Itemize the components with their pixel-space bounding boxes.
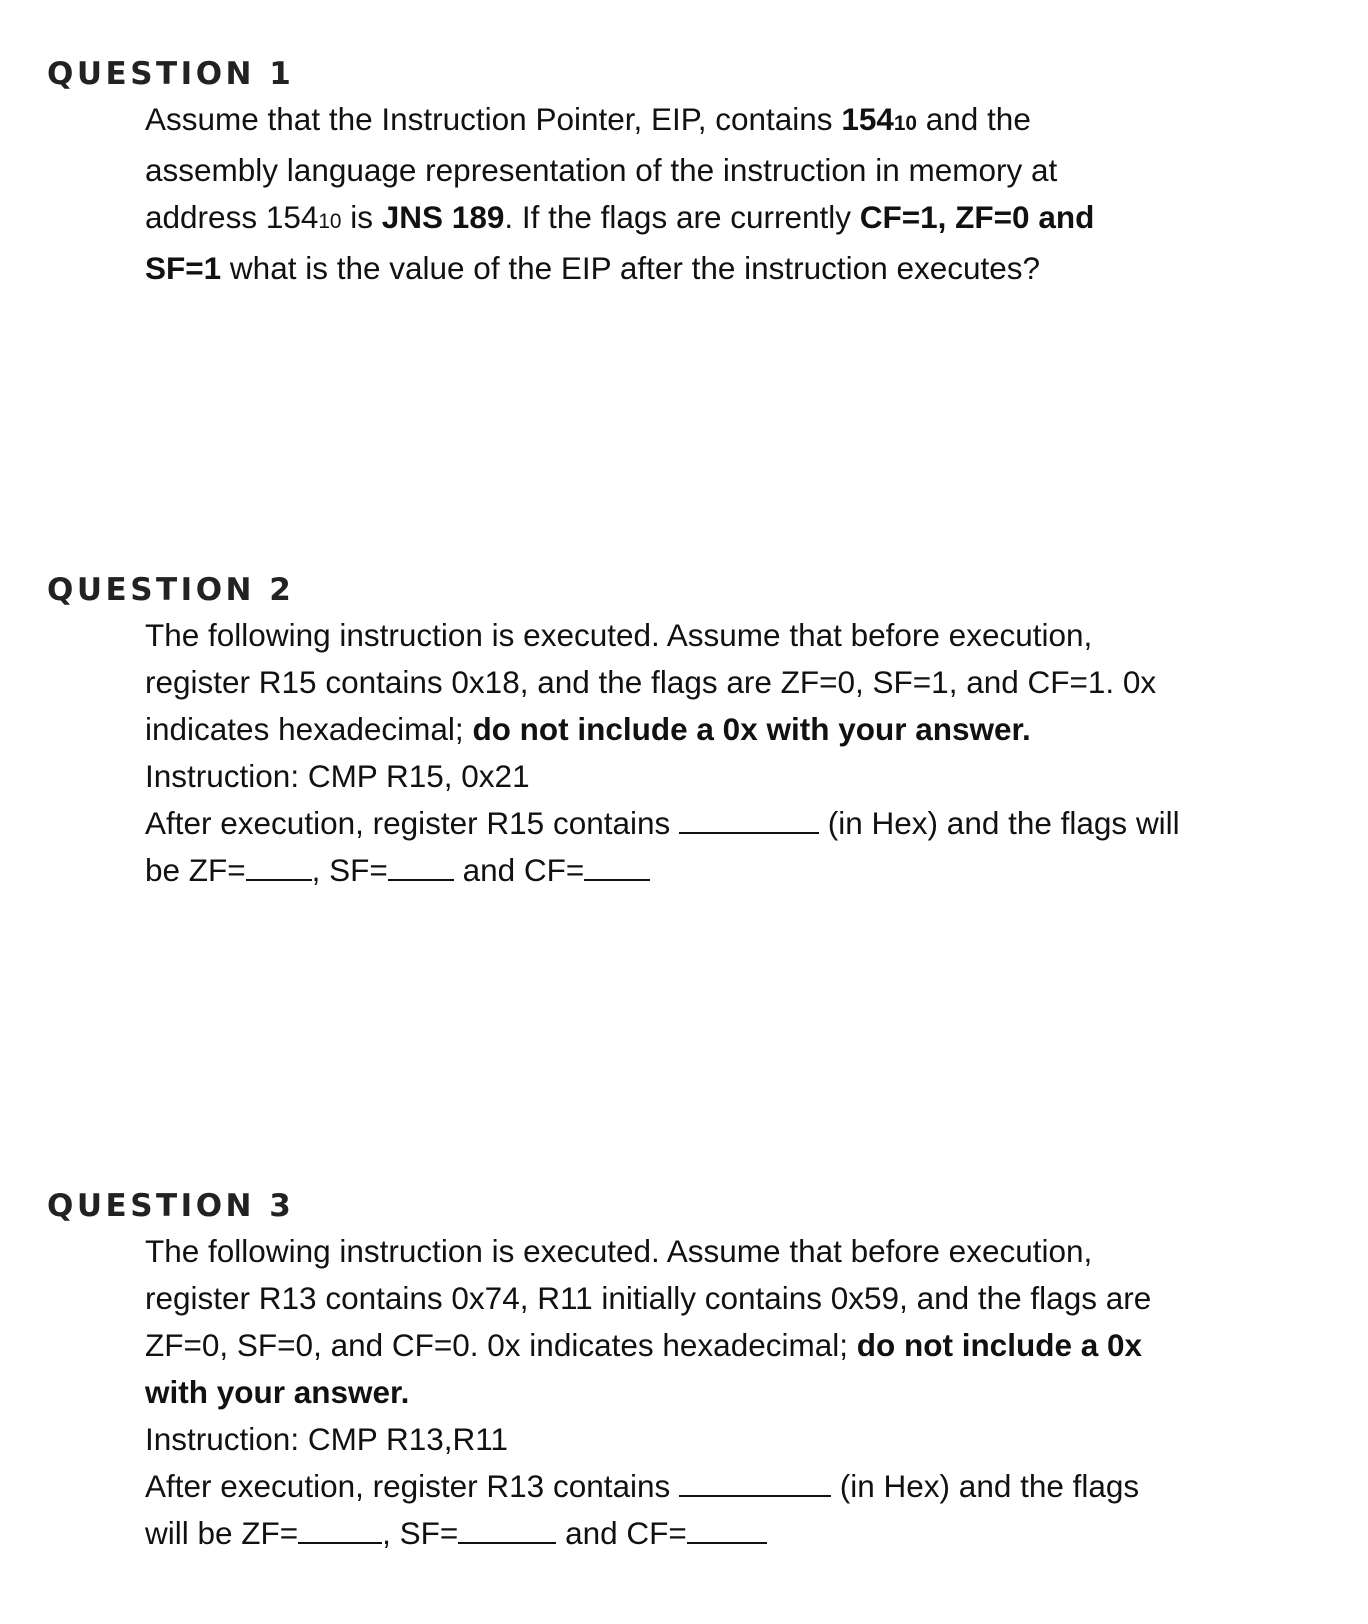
question-3-body: [145, 1228, 1345, 1557]
question-2-title: QUESTION 2: [47, 572, 295, 608]
q2-sf-answer-blank[interactable]: [388, 878, 454, 881]
q3-line-7: will be ZF= , SF= and CF=: [145, 1510, 1345, 1557]
q2-line-1: The following instruction is executed. Assume that before execution,: [145, 617, 1093, 653]
q3-cf-answer-blank[interactable]: [687, 1541, 767, 1544]
q2-r15-answer-blank[interactable]: [679, 831, 819, 834]
q1-line-1: Assume that the Instruction Pointer, EIP, contains 15410 and the: [145, 101, 1031, 137]
q1-line-3: address 15410 is JNS 189. If the flags are currently CF=1, ZF=0 and: [145, 199, 1095, 235]
q3-zf-answer-blank[interactable]: [298, 1541, 382, 1544]
q2-line-5: After execution, register R15 contains (in Hex) and the flags will: [145, 805, 1180, 841]
q2-zf-answer-blank[interactable]: [246, 878, 312, 881]
question-1-body: [145, 96, 1345, 292]
q3-line-3: ZF=0, SF=0, and CF=0. 0x indicates hexadecimal; do not include a 0x: [145, 1327, 1143, 1363]
q3-r13-answer-blank[interactable]: [679, 1494, 831, 1497]
q3-sf-answer-blank[interactable]: [458, 1541, 556, 1544]
q1-line-4: SF=1 what is the value of the EIP after the instruction executes?: [145, 250, 1041, 286]
q1-line-2: assembly language representation of the instruction in memory at: [145, 152, 1058, 188]
question-2-body: [145, 612, 1345, 894]
q3-line-6: After execution, register R13 contains (in Hex) and the flags: [145, 1468, 1140, 1504]
q3-line-4: with your answer.: [145, 1374, 410, 1410]
q3-line-1: The following instruction is executed. Assume that before execution,: [145, 1233, 1093, 1269]
q2-line-6: be ZF= , SF= and CF=: [145, 847, 1345, 894]
question-3-title: QUESTION 3: [47, 1188, 295, 1224]
q3-line-2: register R13 contains 0x74, R11 initially contains 0x59, and the flags are: [145, 1280, 1152, 1316]
q2-line-2: register R15 contains 0x18, and the flags are ZF=0, SF=1, and CF=1. 0x: [145, 664, 1157, 700]
q2-line-3: indicates hexadecimal; do not include a 0x with your answer.: [145, 711, 1031, 747]
q2-cf-answer-blank[interactable]: [584, 878, 650, 881]
q2-line-4: Instruction: CMP R15, 0x21: [145, 758, 530, 794]
question-1-title: QUESTION 1: [47, 56, 295, 92]
q3-line-5: Instruction: CMP R13,R11: [145, 1421, 508, 1457]
